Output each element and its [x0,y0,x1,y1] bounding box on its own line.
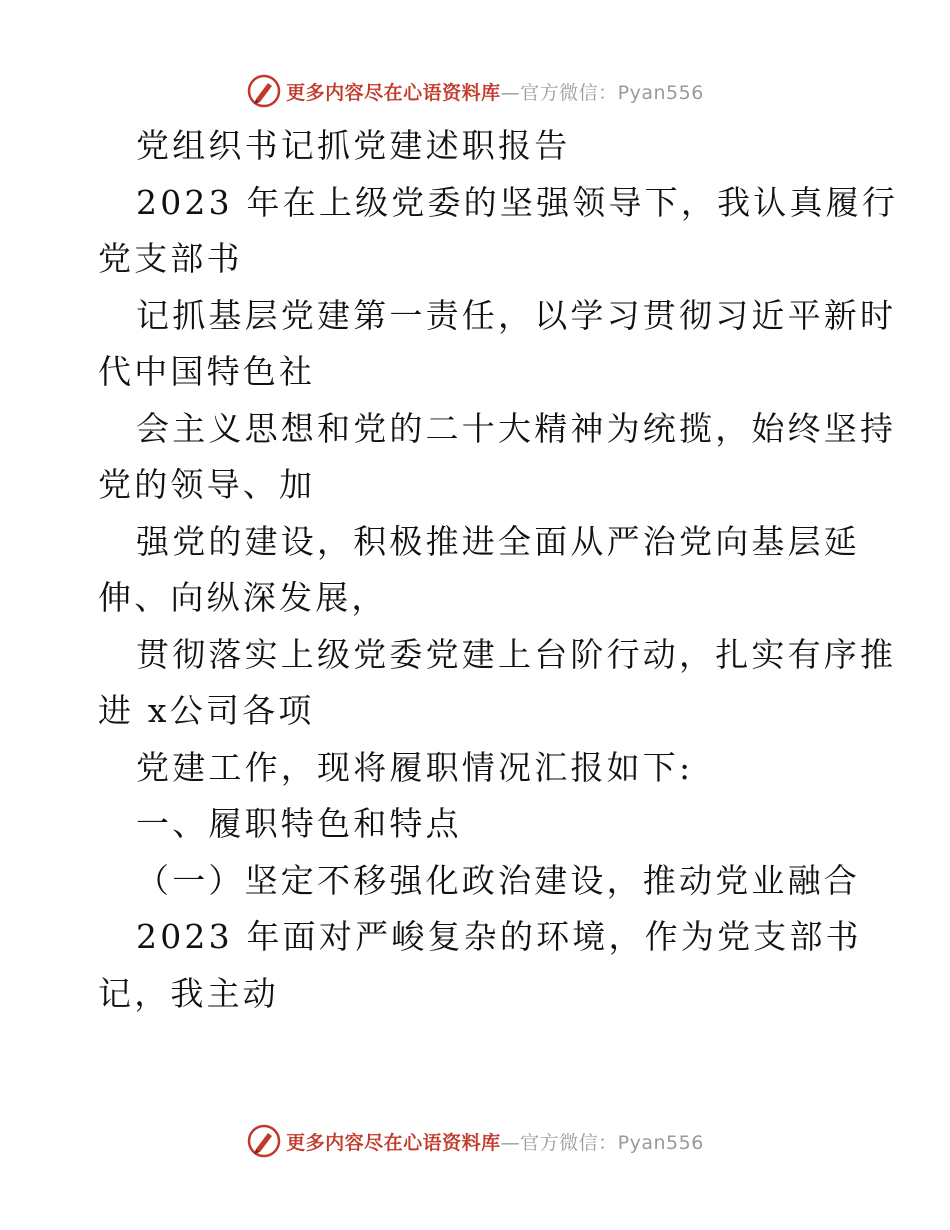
paragraph-line: 党支部书 [98,239,243,278]
paragraph-line: 党的领导、加 [98,465,316,504]
paragraph-line: 2023 年在上级党委的坚强领导下，我认真履行 [136,182,899,222]
paragraph-line: 贯彻落实上级党委党建上台阶行动，扎实有序推 [136,634,897,674]
document-body [98,118,899,1022]
header-watermark [0,71,950,111]
paragraph-line: 记抓基层党建第一责任，以学习贯彻习近平新时 [136,295,897,335]
paragraph-line: 强党的建设，积极推进全面从严治党向基层延 [136,521,860,561]
document-title: 党组织书记抓党建述职报告 [136,126,571,165]
paragraph-line: 2023 年面对严峻复杂的环境，作为党支部书 [136,917,862,956]
subsection-heading: （一）坚定不移强化政治建设，推动党业融合 [136,860,860,900]
paragraph-line: 会主义思想和党的二十大精神为统揽，始终坚持 [136,408,897,448]
pen-logo-icon [246,73,282,109]
section-heading: 一、履职特色和特点 [136,804,462,843]
watermark-text: 更多内容尽在心语资料库—官方微信：Pyan556 [286,1131,704,1154]
paragraph-line: 进 x公司各项 [98,691,315,730]
paragraph-line: 记，我主动 [98,973,279,1013]
paragraph-line: 伸、向纵深发展， [98,578,388,617]
paragraph-line: 代中国特色社 [98,352,316,391]
footer-watermark [0,1121,950,1161]
paragraph-line: 党建工作，现将履职情况汇报如下: [136,747,694,787]
pen-logo-icon [246,1123,282,1159]
watermark-text: 更多内容尽在心语资料库—官方微信：Pyan556 [286,81,704,104]
